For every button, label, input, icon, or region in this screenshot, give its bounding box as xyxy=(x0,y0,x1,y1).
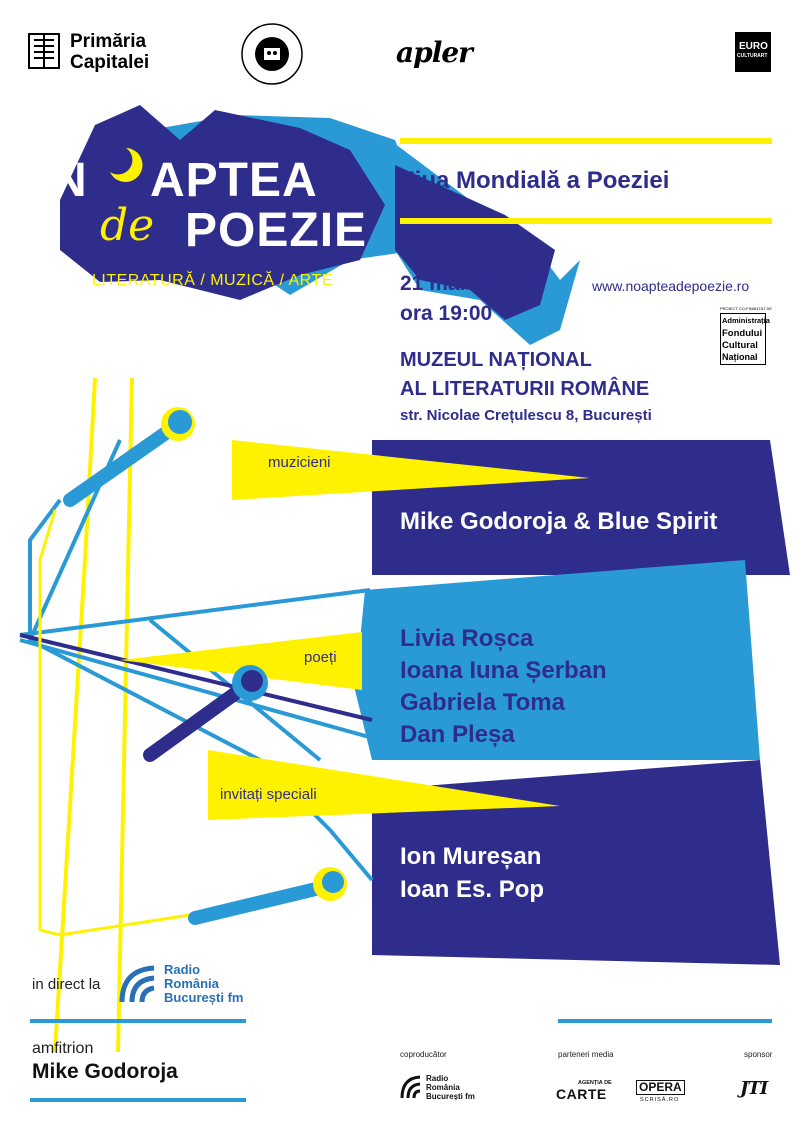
host-rule-top xyxy=(30,1019,246,1023)
occasion-title xyxy=(400,167,669,195)
occasion-text: Ziua Mondială a Poeziei xyxy=(400,167,670,194)
guest-name: Ion Mureșan xyxy=(400,843,542,870)
title-n: N xyxy=(52,154,87,207)
event-date: 21 martie 2024 xyxy=(400,272,545,295)
host-name: Mike Godoroja xyxy=(32,1060,178,1083)
primaria-logo xyxy=(28,30,178,75)
venue-line2: AL LITERATURII ROMÂNE xyxy=(400,378,650,400)
agentia-de-carte-logo xyxy=(556,1080,618,1104)
afcn-line3: Cultural xyxy=(722,340,758,351)
afcn-line2: Fondului xyxy=(722,328,763,339)
opera-scrisa-logo xyxy=(636,1080,690,1104)
primaria-crest-icon xyxy=(28,30,62,72)
event-time: ora 19:00 xyxy=(400,302,493,325)
radio-romania-logo xyxy=(118,962,258,1008)
muzeu-seal-icon xyxy=(240,22,304,86)
afcn-line4: Național xyxy=(722,352,758,362)
host-label: amfitrion xyxy=(32,1040,94,1057)
radio-line3: București fm xyxy=(164,990,244,1005)
media-label: parteneri media xyxy=(558,1050,614,1059)
footer-rule-right xyxy=(558,1019,772,1023)
coproducer-label: coproducător xyxy=(400,1050,447,1059)
host-rule-bottom xyxy=(30,1098,246,1102)
agentia-small: AGENȚIA DE xyxy=(578,1080,612,1086)
guests-label: invitați speciali xyxy=(220,786,317,803)
coproducer-logo xyxy=(400,1074,500,1104)
radio-line1: Radio xyxy=(164,962,201,977)
afcn-line1: Administrația xyxy=(722,316,770,325)
euro-line2: CULTURART xyxy=(737,53,768,59)
musician-name: Mike Godoroja & Blue Spirit xyxy=(400,508,718,535)
radio-waves-icon xyxy=(118,962,158,1006)
afcn-top: PROIECT CO-FINANȚAT DE xyxy=(720,306,773,311)
poet-name: Gabriela Toma xyxy=(400,689,565,716)
occasion-rule-top xyxy=(400,138,772,144)
sponsor-label: sponsor xyxy=(744,1050,773,1059)
coproducer-radio-icon xyxy=(400,1074,422,1100)
primaria-line1: Primăria xyxy=(70,31,147,52)
occasion-rule-bottom xyxy=(400,218,772,224)
musicians-label: muzicieni xyxy=(268,454,331,471)
title-subtitle: LITERATURĂ / MUZICĂ / ARTE xyxy=(92,272,333,289)
apler-logo: apler xyxy=(396,36,472,69)
title-aptea: APTEA xyxy=(150,154,318,207)
opera-small: SCRISĂ.RO xyxy=(640,1097,680,1103)
broadcast-prefix: in direct la xyxy=(32,976,101,993)
afcn-logo xyxy=(720,306,773,368)
guest-name: Ioan Es. Pop xyxy=(400,876,545,903)
title-de: de xyxy=(100,200,155,251)
radio-line2: România xyxy=(164,976,219,991)
event-website[interactable]: www.noapteadepoezie.ro xyxy=(592,278,750,294)
stand-line-2 xyxy=(118,378,132,1052)
title-poezie: POEZIE xyxy=(185,204,368,257)
primaria-line2: Capitalei xyxy=(70,52,150,73)
agentia-big: CARTE xyxy=(556,1086,607,1102)
coproducer-line2: România xyxy=(426,1083,460,1092)
microphone-bottom-icon xyxy=(195,867,347,918)
poets-label: poeți xyxy=(304,649,337,666)
cable-yellow xyxy=(40,510,190,935)
euro-line1: EURO xyxy=(739,41,768,52)
coproducer-line3: București fm xyxy=(426,1092,475,1101)
poet-name: Livia Roșca xyxy=(400,625,534,652)
euroculturart-logo xyxy=(735,32,771,72)
opera-big: OPERA xyxy=(636,1080,685,1095)
sponsor-logo: JTI xyxy=(740,1078,768,1099)
afcn-box xyxy=(720,313,770,365)
venue-address: str. Nicolae Crețulescu 8, București xyxy=(400,407,652,424)
venue-line1: MUZEUL NAȚIONAL xyxy=(400,349,592,371)
muzeu-seal xyxy=(240,22,304,86)
coproducer-line1: Radio xyxy=(426,1074,449,1083)
poet-name: Ioana Iuna Șerban xyxy=(400,657,607,684)
poet-name: Dan Pleșa xyxy=(400,721,515,748)
